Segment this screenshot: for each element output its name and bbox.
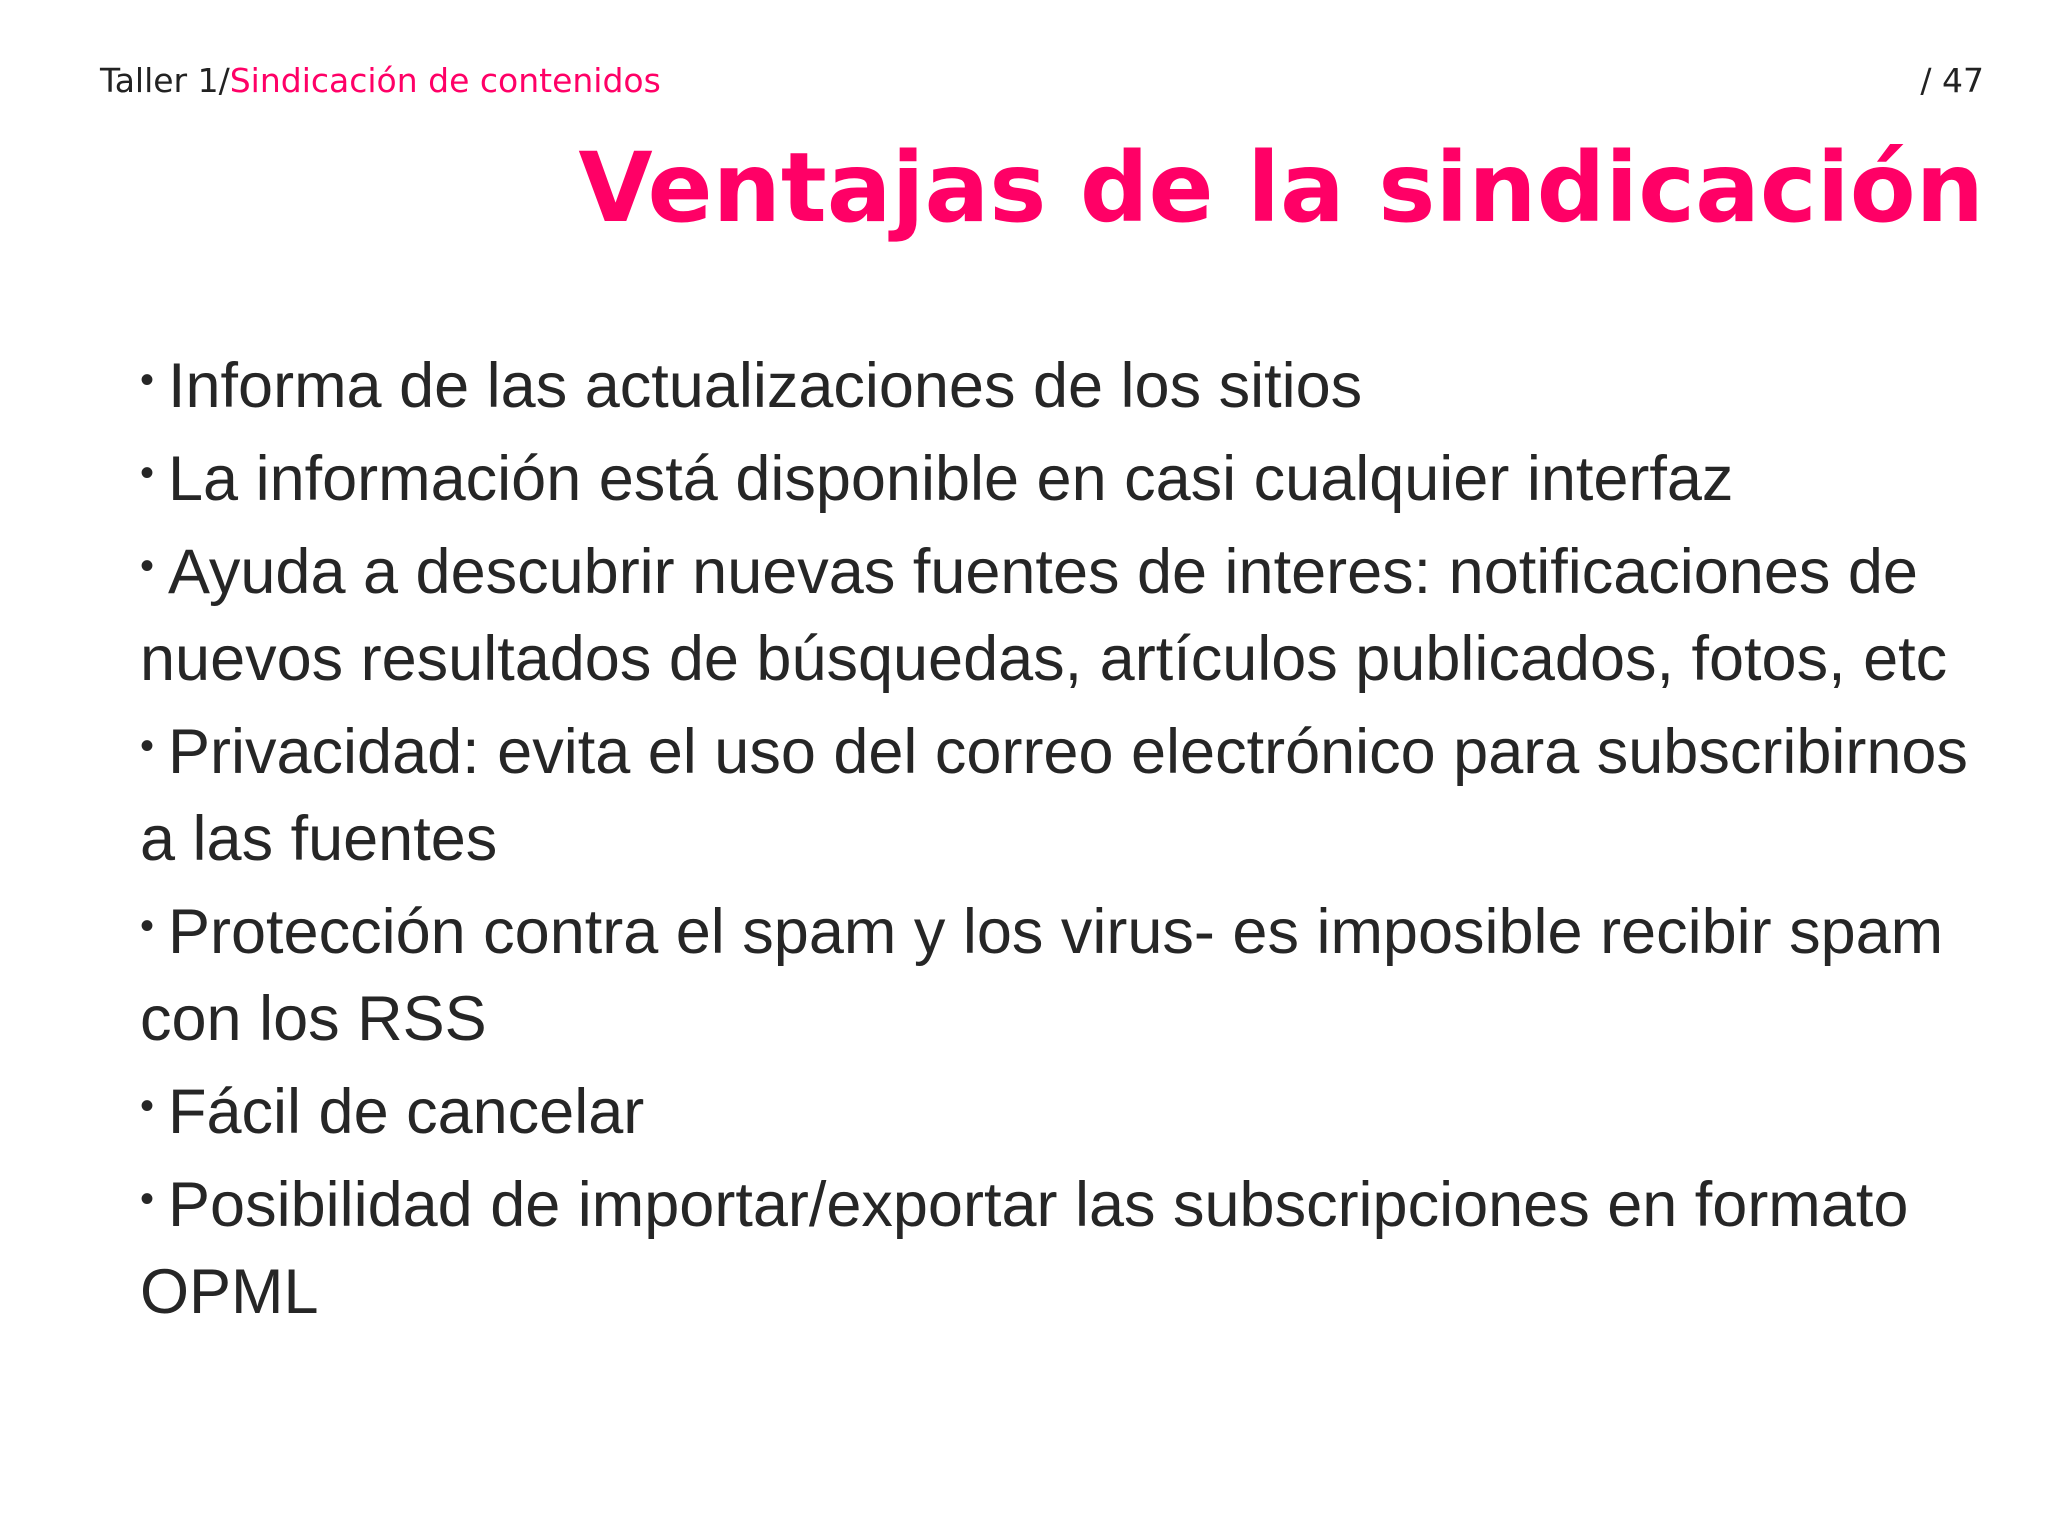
list-item-text: Fácil de cancelar — [168, 1077, 645, 1147]
list-item-text: Posibilidad de importar/exportar las subscripciones en formato OPML — [140, 1170, 1909, 1327]
list-item-text: La información está disponible en casi cualquier interfaz — [168, 444, 1734, 514]
list-item — [140, 430, 1970, 523]
bullet-list — [140, 337, 1970, 1336]
list-item-text: Informa de las actualizaciones de los sitios — [168, 351, 1363, 421]
bullet-icon: • — [140, 904, 155, 948]
list-item — [140, 523, 1970, 703]
bullet-icon: • — [140, 1177, 155, 1221]
list-item-text: Ayuda a descubrir nuevas fuentes de interes: notificaciones de nuevos resultados de búsquedas, artículos publicados, fotos, etc — [140, 537, 1948, 694]
slide-title: Ventajas de la sindicación — [578, 132, 1984, 244]
page-counter: / 47 — [1920, 60, 1984, 100]
bullet-icon: • — [140, 451, 155, 495]
bullet-icon: • — [140, 724, 155, 768]
breadcrumb-section: Sindicación de contenidos — [229, 60, 661, 100]
list-item — [140, 337, 1970, 430]
list-item — [140, 883, 1970, 1063]
list-item — [140, 1156, 1970, 1336]
bullet-icon: • — [140, 358, 155, 402]
list-item — [140, 703, 1970, 883]
bullet-icon: • — [140, 544, 155, 588]
bullet-icon: • — [140, 1084, 155, 1128]
slide-header — [100, 56, 1984, 104]
list-item-text: Privacidad: evita el uso del correo electrónico para subscribirnos a las fuentes — [140, 717, 1968, 874]
list-item — [140, 1063, 1970, 1156]
breadcrumb — [100, 61, 661, 100]
breadcrumb-course: Taller 1/ — [100, 60, 230, 100]
list-item-text: Protección contra el spam y los virus- es imposible recibir spam con los RSS — [140, 897, 1944, 1054]
